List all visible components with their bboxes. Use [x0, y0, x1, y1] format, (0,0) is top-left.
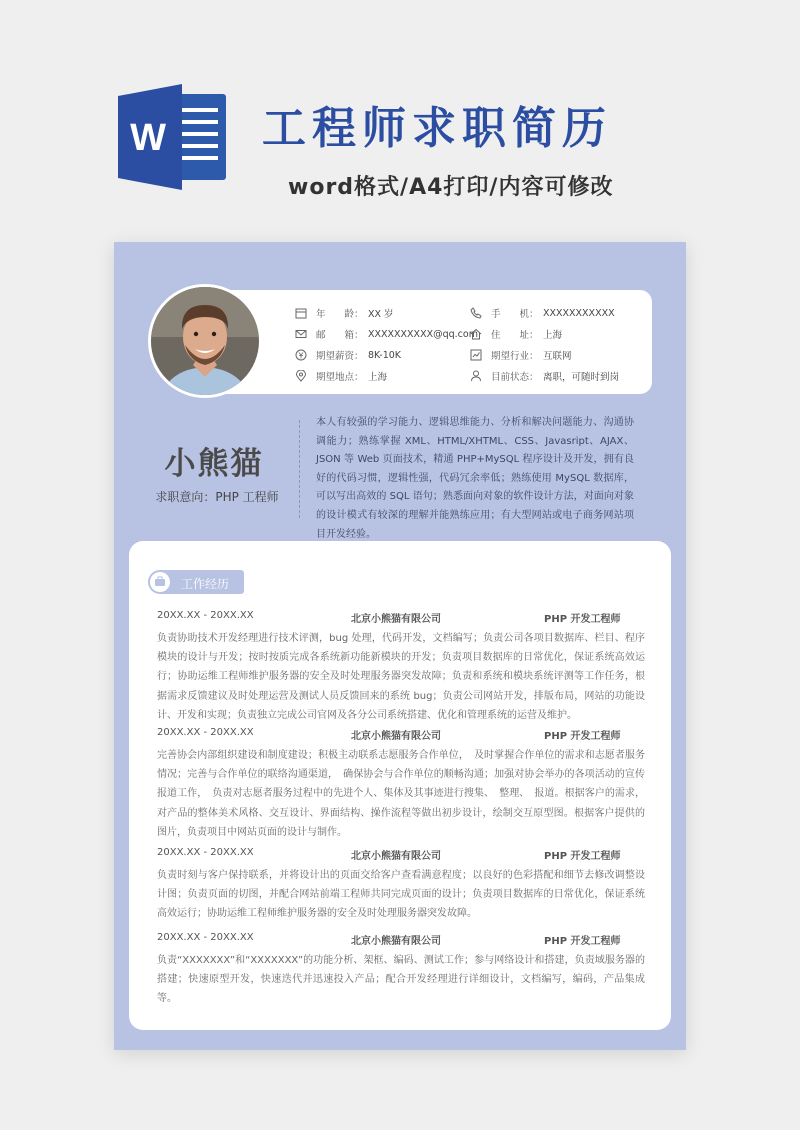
divider [299, 420, 300, 518]
job-entry [157, 847, 645, 924]
page-subtitle: word格式/A4打印/内容可修改 [288, 175, 614, 200]
info-address: 住 址： 上海 [470, 327, 562, 341]
home-icon [470, 328, 482, 340]
phone-icon [470, 307, 482, 319]
job-date: 20XX.XX - 20XX.XX [157, 610, 254, 621]
job-position: PHP 开发工程师 [544, 936, 621, 947]
info-industry: 期望行业： 互联网 [470, 348, 572, 362]
job-company: 北京小熊猫有限公司 [351, 614, 441, 625]
info-email: 邮 箱： XXXXXXXXXX@qq.com [295, 327, 478, 341]
info-status: 目前状态： 离职，可随时到岗 [470, 369, 619, 383]
salary-icon [295, 349, 307, 361]
job-header [157, 847, 645, 865]
avatar [148, 284, 262, 398]
job-header [157, 932, 645, 950]
job-company: 北京小熊猫有限公司 [351, 851, 441, 862]
self-summary: 本人有较强的学习能力、逻辑思维能力、分析和解决问题能力、沟通协调能力；熟练掌握 XML、HTML/XHTML、CSS、Javasript、AJAX、JSON 等 Web 页面技术，精通 PHP+MySQL 程序设计及开发，拥有良好的代码习惯，逻辑性强，代码冗余率低；熟练使用 MySQL 数据库，可以写出高效的 SQL 语句；熟悉面向对象的软件设计方法，对面向对象的设计模式有较深的理解并能熟练应用；有大型网站或电子商务网站项目开发经验。 [316, 417, 634, 540]
job-date: 20XX.XX - 20XX.XX [157, 847, 254, 858]
job-header [157, 610, 645, 628]
info-location: 期望地点： 上海 [295, 369, 387, 383]
user-icon [470, 370, 482, 382]
job-position: PHP 开发工程师 [544, 614, 621, 625]
job-position: PHP 开发工程师 [544, 851, 621, 862]
job-description: 负责时刻与客户保持联系，并将设计出的页面交给客户查看满意程度；以良好的色彩搭配和细节去修改调整设计图；负责页面的切图，并配合网站前端工程师共同完成页面的设计；负责项目数据库的日常优化，保证系统高效运行；协助运维工程师维护服务器的安全及时处理服务器突发故障。 [157, 870, 645, 920]
job-header [157, 727, 645, 745]
job-date: 20XX.XX - 20XX.XX [157, 932, 254, 943]
job-entry [157, 727, 645, 842]
mail-icon [295, 328, 307, 340]
candidate-name: 小熊猫 [164, 446, 264, 482]
job-date: 20XX.XX - 20XX.XX [157, 727, 254, 738]
info-phone: 手 机： XXXXXXXXXXX [470, 306, 615, 320]
calendar-icon [295, 307, 307, 319]
job-entry [157, 610, 645, 725]
page-title: 工程师求职简历 [262, 103, 612, 154]
job-company: 北京小熊猫有限公司 [351, 936, 441, 947]
job-company: 北京小熊猫有限公司 [351, 731, 441, 742]
info-salary: 期望薪资： 8K-10K [295, 348, 401, 362]
word-logo-icon [118, 84, 228, 190]
logo-letter: W [130, 117, 166, 159]
job-description: 负责“XXXXXXX”和“XXXXXXX”的功能分析、架框、编码、测试工作；参与网络设计和搭建，负责域服务器的搭建；快速原型开发，快速迭代并迅速投入产品；配合开发经理进行详细设计，文档编写，编码，产品集成等。 [157, 955, 645, 1005]
location-icon [295, 370, 307, 382]
briefcase-icon [150, 572, 170, 592]
job-entry [157, 932, 645, 1009]
job-description: 完善协会内部组织建设和制度建设；积极主动联系志愿服务合作单位， 及时掌握合作单位的需求和志愿者服务情况；完善与合作单位的联络沟通渠道， 确保协会与合作单位的顺畅沟通；加强对协会举办的各项活动的宣传报道工作， 负责对志愿者服务过程中的先进个人、集体及其事迹进行搜集、 整理、 报道。根据客户的需求，对产品的整体美术风格、交互设计、界面结构、操作流程等做出初步设计，绘制交互原型图。根据客户提供的图片，负责项目中网站页面的设计与制作。 [157, 750, 645, 838]
chart-icon [470, 349, 482, 361]
section-title: 工作经历 [181, 577, 230, 591]
info-age: 年 龄： XX 岁 [295, 306, 394, 320]
job-intent: 求职意向：PHP 工程师 [155, 490, 279, 504]
job-position: PHP 开发工程师 [544, 731, 621, 742]
job-description: 负责协助技术开发经理进行技术评测，bug 处理，代码开发，文档编写；负责公司各项目数据库、栏目、程序模块的设计与开发；按时按质完成各系统新功能新模块的开发；负责项目数据库的日常优化，保证系统高效运行；协助运维工程师维护服务器的安全及时处理服务器突发故障；负责和系统和模块系统评测等工作任务，根据需求反馈建议及时处理运营及测试人员反馈回来的系统 bug；负责公司网站开发，排版布局，网站的功能设计、开发和实现；负责独立完成公司官网及各分公司系统搭建、优化和管理系统的运营及维护。 [157, 633, 645, 721]
